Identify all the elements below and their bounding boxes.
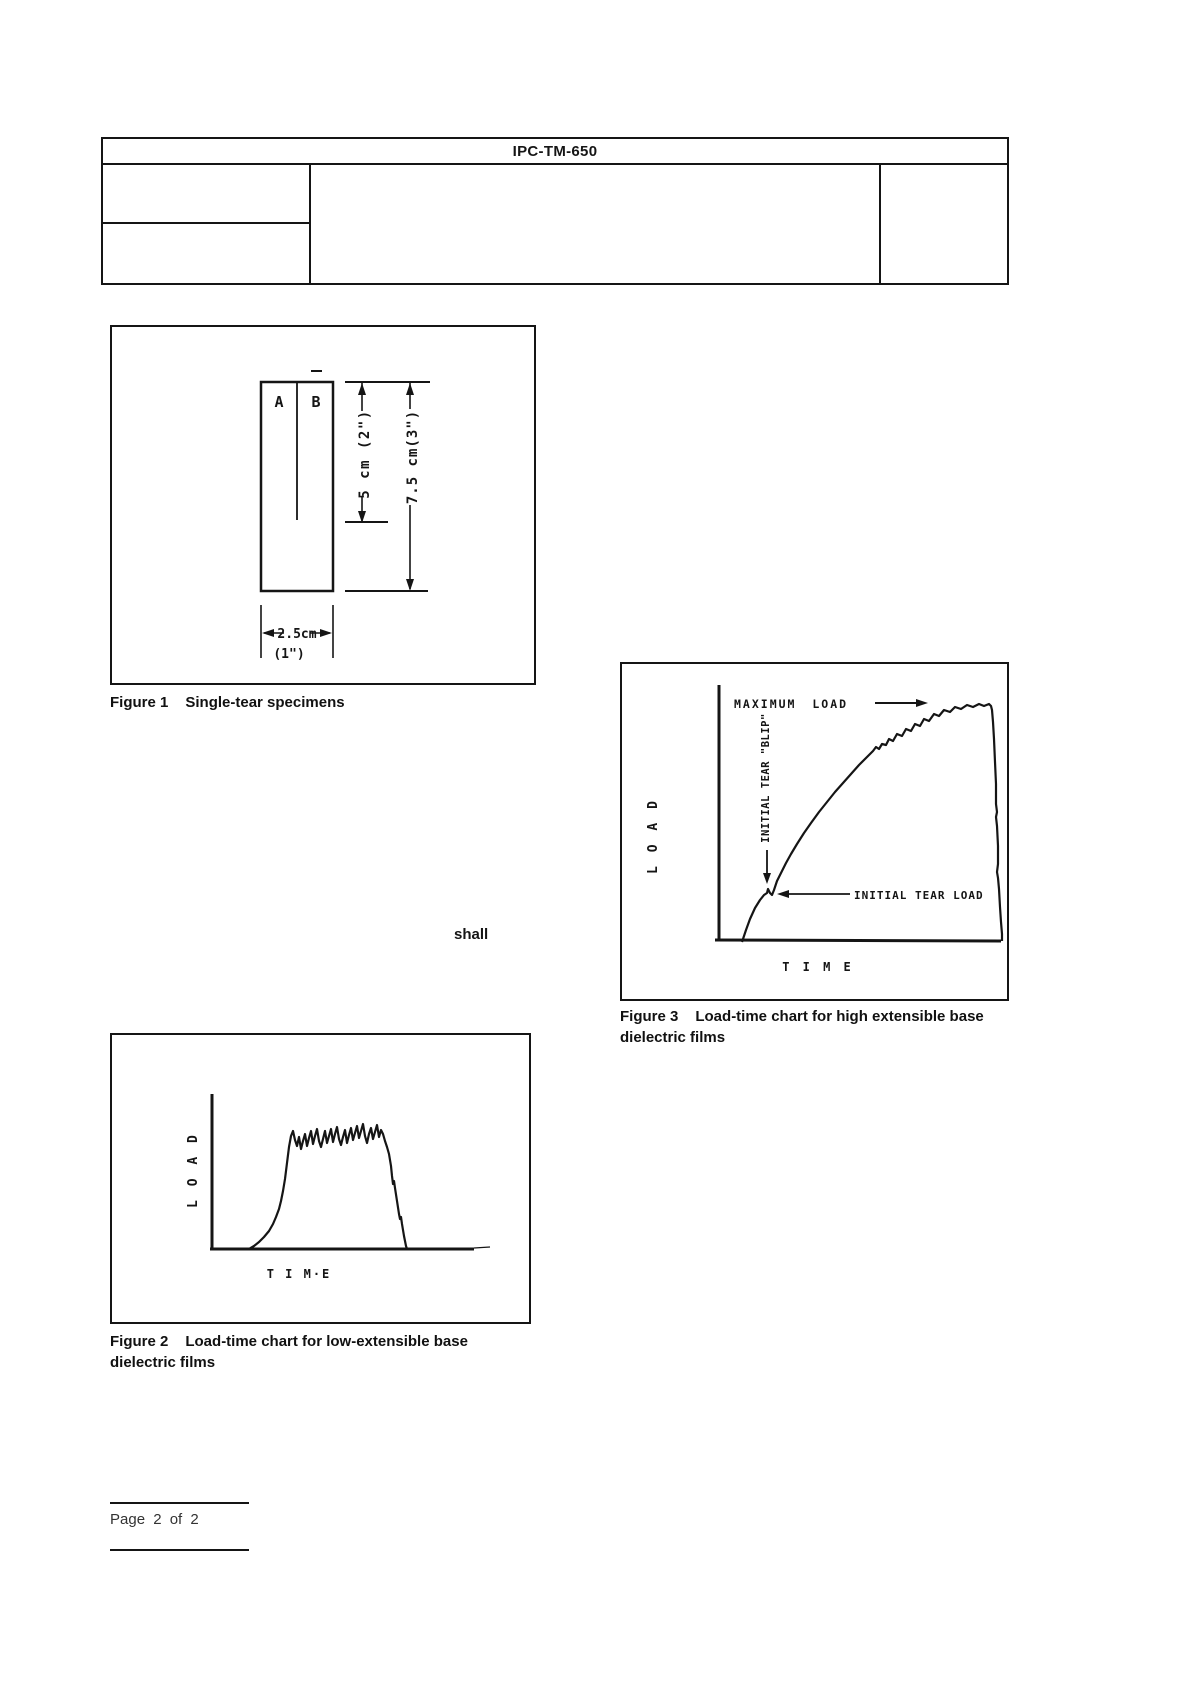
dimension-width-label: 2.5cm [277,627,317,642]
figure1-box [110,325,536,685]
body-word-shall: shall [454,926,489,943]
header-title-row [103,139,1007,165]
arrow-up-icon [406,383,414,395]
figure3-annotation-maximum-load: MAXIMUM LOAD [734,697,849,711]
arrow-down-icon [763,873,771,884]
figure1-caption-text: Single-tear specimens [185,694,345,711]
figure3-box [620,662,1009,1001]
dimension-width-inches-label: (1") [273,647,305,662]
header-title: IPC-TM-650 [512,142,598,160]
figure3-chart [622,664,1007,999]
figure2-chart [112,1035,529,1322]
figure3-caption-label: Figure 3 [620,1008,679,1025]
header-left-column [103,165,311,283]
footer-rule-top [110,1502,249,1504]
arrow-left-icon [262,629,274,637]
arrow-up-icon [358,383,366,395]
figure3-annotation-initial-tear-blip: INITIAL TEAR "BLIP" [760,713,772,843]
specimen-label-b: B [311,393,321,411]
page-number-label: Page 2 of 2 [110,1511,199,1528]
figure3-caption-text: Load-time chart for high extensible base dielectric films [620,1008,984,1046]
arrow-right-icon [916,699,928,707]
header-table [101,137,1009,285]
figure1-caption-label: Figure 1 [110,694,169,711]
figure3-caption [620,1006,1040,1048]
figure3-x-axis [715,940,1001,941]
figure2-box [110,1033,531,1324]
header-table-body [103,165,1007,283]
header-cell-middle [311,165,881,283]
figure2-x-axis-label: T I M·E [266,1267,332,1281]
header-cell-left-top [103,165,309,224]
figure1-caption [110,692,540,713]
figure2-y-axis-label: L O A D [186,1132,201,1208]
figure2-caption [110,1331,530,1373]
figure2-caption-text: Load-time chart for low-extensible base dielectric films [110,1333,468,1371]
figure3-curve [742,704,1002,942]
header-cell-right [881,165,1007,283]
figure1-drawing [112,327,534,683]
arrow-left-icon [777,890,789,898]
arrow-down-icon [406,579,414,591]
specimen-label-a: A [274,393,284,411]
arrow-right-icon [320,629,332,637]
header-cell-left-bottom [103,224,309,283]
figure2-caption-label: Figure 2 [110,1333,169,1350]
figure3-y-axis-label: L O A D [646,798,661,874]
footer-rule-bottom [110,1549,249,1551]
dimension-5cm-label: 5 cm (2") [357,409,373,499]
dimension-75cm-label: 7.5 cm(3") [405,409,421,505]
figure3-x-axis-label: T I M E [782,960,854,974]
figure2-curve [249,1124,407,1249]
figure3-annotation-initial-tear-load: INITIAL TEAR LOAD [854,889,984,902]
